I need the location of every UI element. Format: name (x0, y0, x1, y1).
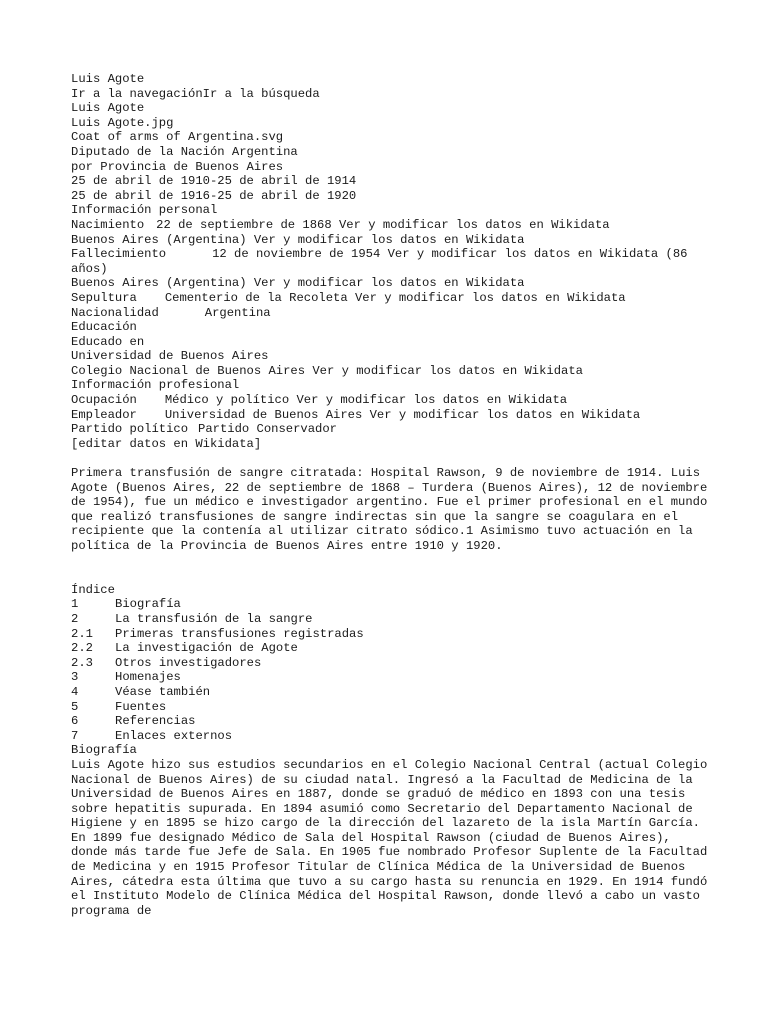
toc-item-label[interactable]: Fuentes (115, 699, 167, 714)
toc-item[interactable] (71, 641, 711, 656)
party-row (71, 422, 711, 437)
toc-item-label[interactable]: Véase también (115, 684, 211, 699)
nav-skip-links[interactable]: Ir a la navegaciónIr a la búsqueda (71, 86, 320, 101)
party-value: Partido Conservador (198, 422, 337, 437)
infobox-constituency: por Provincia de Buenos Aires (71, 159, 284, 174)
toc-item-label[interactable]: Enlaces externos (115, 728, 233, 743)
occupation-value: Médico y político Ver y modificar los datos en Wikidata (164, 393, 568, 408)
death-row (71, 247, 711, 262)
nationality-value: Argentina (204, 305, 271, 320)
death-label: Fallecimiento (71, 247, 167, 262)
employer-row (71, 408, 711, 423)
birth-place: Buenos Aires (Argentina) Ver y modificar los datos en Wikidata (71, 232, 525, 247)
image-caption: Primera transfusión de sangre citratada: Hospital Rawson, 9 de noviembre de 1914. (71, 466, 664, 481)
birth-row (71, 218, 711, 233)
toc-item-label[interactable]: La transfusión de la sangre (115, 611, 313, 626)
toc-item[interactable] (71, 714, 711, 729)
death-place: Buenos Aires (Argentina) Ver y modificar los datos en Wikidata (71, 276, 525, 291)
coat-of-arms-name: Coat of arms of Argentina.svg (71, 130, 284, 145)
employer-label: Empleador (71, 407, 137, 422)
toc-item[interactable] (71, 597, 711, 612)
toc-item[interactable] (71, 656, 711, 671)
toc-item[interactable] (71, 670, 711, 685)
intro-text: Luis Agote (Buenos Aires, 22 de septiembre de 1868 – Turdera (Buenos Aires), 12 de noviembre de 1954), fue un médico e investigador argentino. Fue el primer profesional en el mundo que realizó transfusiones de sangre indirectas sin que la sangre se coagulara en el recipiente que la contenía al utilizar citrato sódico.1 Asimismo tuvo actuación en la política de la Provincia de Buenos Aires entre 1910 y 1920. (71, 466, 708, 553)
biography-heading: Biografía (71, 743, 137, 758)
infobox-name: Luis Agote (71, 101, 145, 116)
toc-item[interactable] (71, 685, 711, 700)
infobox-office: Diputado de la Nación Argentina (71, 144, 298, 159)
employer-value: Universidad de Buenos Aires Ver y modificar los datos en Wikidata (164, 407, 641, 422)
nationality-label: Nacionalidad (71, 305, 159, 320)
toc-item-label[interactable]: Referencias (115, 714, 196, 729)
educated-in-2: Colegio Nacional de Buenos Aires Ver y modificar los datos en Wikidata (71, 363, 583, 378)
occupation-label: Ocupación (71, 393, 137, 408)
burial-label: Sepultura (71, 290, 137, 305)
biography-paragraph: Luis Agote hizo sus estudios secundarios en el Colegio Nacional Central (actual Colegio Nacional de Buenos Aires) de su ciudad natal. Ingresó a la Facultad de Medicina de la Universidad de Buenos Aires en 1887, donde se graduó de médico en 1893 con una tesis sobre hepatitis supurada. En 1894 asumió como Secretario del Departamento Nacional de Higiene y en 1895 se hizo cargo de la dirección del lazareto de la isla Martín García. En 1899 fue designado Médico de Sala del Hospital Rawson (ciudad de Buenos Aires), donde más tarde fue Jefe de Sala. En 1905 fue nombrado Profesor Suplente de la Facultad de Medicina y en 1915 Profesor Titular de Clínica Médica de la Universidad de Buenos Aires, cátedra esta última que tuvo a su cargo hasta su renuncia en 1929. En 1914 fundó el Instituto Modelo de Clínica Médica del Hospital Rawson, donde llevó a cabo un vasto programa de (71, 757, 708, 918)
toc-item-number: 7 (71, 728, 79, 743)
toc-item-label[interactable]: La investigación de Agote (115, 641, 298, 656)
toc-item-number: 3 (71, 670, 79, 685)
toc-item-number: 1 (71, 597, 79, 612)
toc-item-number: 6 (71, 714, 79, 729)
toc-item[interactable] (71, 700, 711, 715)
intro-paragraph (71, 466, 711, 554)
nationality-row (71, 306, 711, 321)
edit-wikidata-link[interactable]: [editar datos en Wikidata] (71, 436, 262, 451)
portrait-image-name: Luis Agote.jpg (71, 115, 174, 130)
toc-item[interactable] (71, 612, 711, 627)
toc-item-number: 4 (71, 684, 79, 699)
page-title: Luis Agote (71, 72, 145, 86)
toc-item-number: 2.1 (71, 626, 93, 641)
toc-item[interactable] (71, 627, 711, 642)
toc-item-label[interactable]: Biografía (115, 597, 181, 612)
infobox-term-1: 25 de abril de 1910-25 de abril de 1914 (71, 174, 357, 189)
death-age-continued: años) (71, 261, 108, 276)
education-heading: Educación (71, 320, 137, 335)
professional-info-heading: Información profesional (71, 378, 240, 393)
table-of-contents (71, 583, 711, 744)
educated-in-label: Educado en (71, 334, 145, 349)
burial-value: Cementerio de la Recoleta Ver y modificar los datos en Wikidata (164, 290, 626, 305)
toc-item-number: 2 (71, 611, 79, 626)
toc-item-number: 2.2 (71, 641, 93, 656)
toc-item-label[interactable]: Primeras transfusiones registradas (115, 626, 364, 641)
infobox-term-2: 25 de abril de 1916-25 de abril de 1920 (71, 188, 357, 203)
toc-item-number: 5 (71, 699, 79, 714)
death-value: 12 de noviembre de 1954 Ver y modificar los datos en Wikidata (86 (212, 247, 688, 262)
party-label: Partido político (71, 422, 189, 437)
personal-info-heading: Información personal (71, 203, 218, 218)
burial-row (71, 291, 711, 306)
toc-item-label[interactable]: Otros investigadores (115, 655, 262, 670)
toc-item-number: 2.3 (71, 655, 93, 670)
toc-item[interactable] (71, 729, 711, 744)
toc-item-label[interactable]: Homenajes (115, 670, 181, 685)
article-text (71, 72, 711, 918)
birth-value: 22 de septiembre de 1868 Ver y modificar los datos en Wikidata (156, 217, 610, 232)
birth-label: Nacimiento (71, 217, 145, 232)
toc-heading: Índice (71, 582, 115, 597)
educated-in-1: Universidad de Buenos Aires (71, 349, 269, 364)
occupation-row (71, 393, 711, 408)
